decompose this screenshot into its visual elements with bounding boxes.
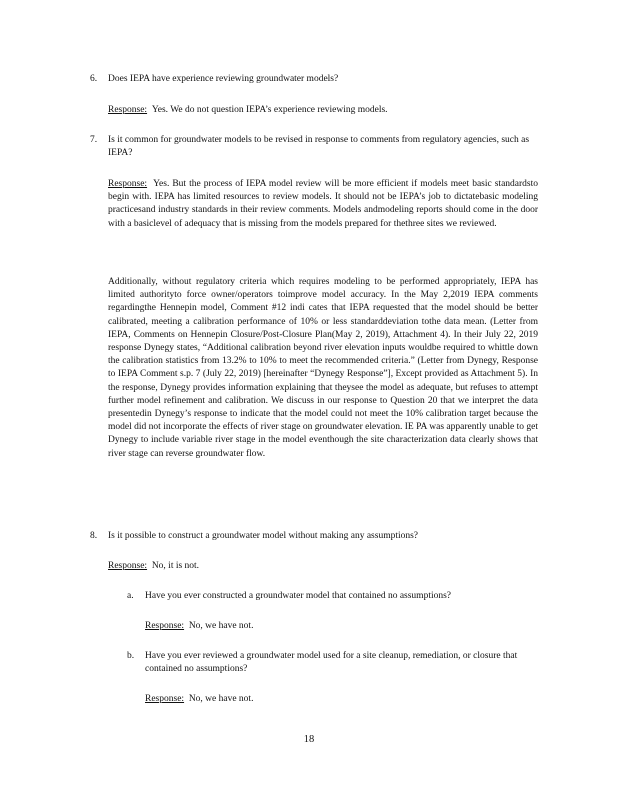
response-block xyxy=(108,178,538,231)
response-text: Yes. But the process of IEPA model review will be more efficient if models meet basic standardsto begin with. IEPA has limited resources to review models. It should not be IEPA’s job to dictatebasic modeling practicesand industry standards in their review comments. Models andmodeling reports should come in the door with a basiclevel of adequacy that is missing from the models prepared for thethree sites we reviewed. xyxy=(108,179,539,229)
question-number: 6. xyxy=(90,74,98,84)
question-text: Does IEPA have experience reviewing groundwater models? xyxy=(108,74,339,84)
question-number: 8. xyxy=(90,531,98,541)
subresponse-block xyxy=(145,620,540,633)
question-text: Is it possible to construct a groundwater model without making any assumptions? xyxy=(108,531,419,541)
question-number: 7. xyxy=(90,135,98,145)
subquestion-letter: a. xyxy=(127,591,134,601)
response-label: Response: xyxy=(145,621,185,631)
response-block xyxy=(108,104,538,117)
response-text: Yes. We do not question IEPA’s experience reviewing models. xyxy=(151,105,388,115)
response-text: No, we have not. xyxy=(188,694,254,704)
response-text: No, it is not. xyxy=(151,561,200,571)
subquestion-letter: b. xyxy=(127,651,135,661)
page-number: 18 xyxy=(303,734,315,745)
question-text: Is it common for groundwater models to be revised in response to comments from regulatory agencies, such as IEPA? xyxy=(108,135,530,159)
response-label: Response: xyxy=(108,561,148,571)
response-label: Response: xyxy=(108,105,148,115)
response-text: No, we have not. xyxy=(188,621,254,631)
response-block xyxy=(108,560,538,573)
response-paragraph: Additionally, without regulatory criteria which requires modeling to be performed appropriately, IEPA has limited authorityto force owner/operators toimprove model accuracy. In the May 2,2019 IEPA comments regardingthe Hennepin model, Comment #12 indi cates that IEPA requested that the model should be better calibrated, meeting a calibration performance of 10% or less standarddeviation tothe data mean. (Letter from IEPA, Comments on Hennepin Closure/Post-Closure Plan(May 2, 2019), Attachment 4). In their July 22, 2019 response Dynegy states, “Additional calibration beyond river elevation inputs wouldbe required to whittle down the calibration statistics from 13.2% to 10% to meet the recommended criteria.” (Letter from Dynegy, Response to IEPA Comment s.p. 7 (July 22, 2019) [hereinafter “Dynegy Response”], Except provided as Attachment 5). In the response, Dynegy provides information explaining that theysee the model as adequate, but refuses to attempt further model refinement and calibration. We discuss in our response to Question 20 that we interpret the data presentedin Dynegy’s response to indicate that the model could not meet the 10% calibration target because the model did not incorporate the effects of river stage on groundwater elevation. IE PA was apparently unable to get Dynegy to include variable river stage in the model eventhough the site characterization data clearly shows that river stage can reverse groundwater flow. xyxy=(108,277,538,459)
subresponse-block xyxy=(145,693,540,706)
response-label: Response: xyxy=(108,179,148,189)
response-label: Response: xyxy=(145,694,185,704)
subquestion-text: Have you ever reviewed a groundwater model used for a site cleanup, remediation, or closure that contained no assumptions? xyxy=(145,651,518,675)
subquestion-text: Have you ever constructed a groundwater model that contained no assumptions? xyxy=(145,591,452,601)
